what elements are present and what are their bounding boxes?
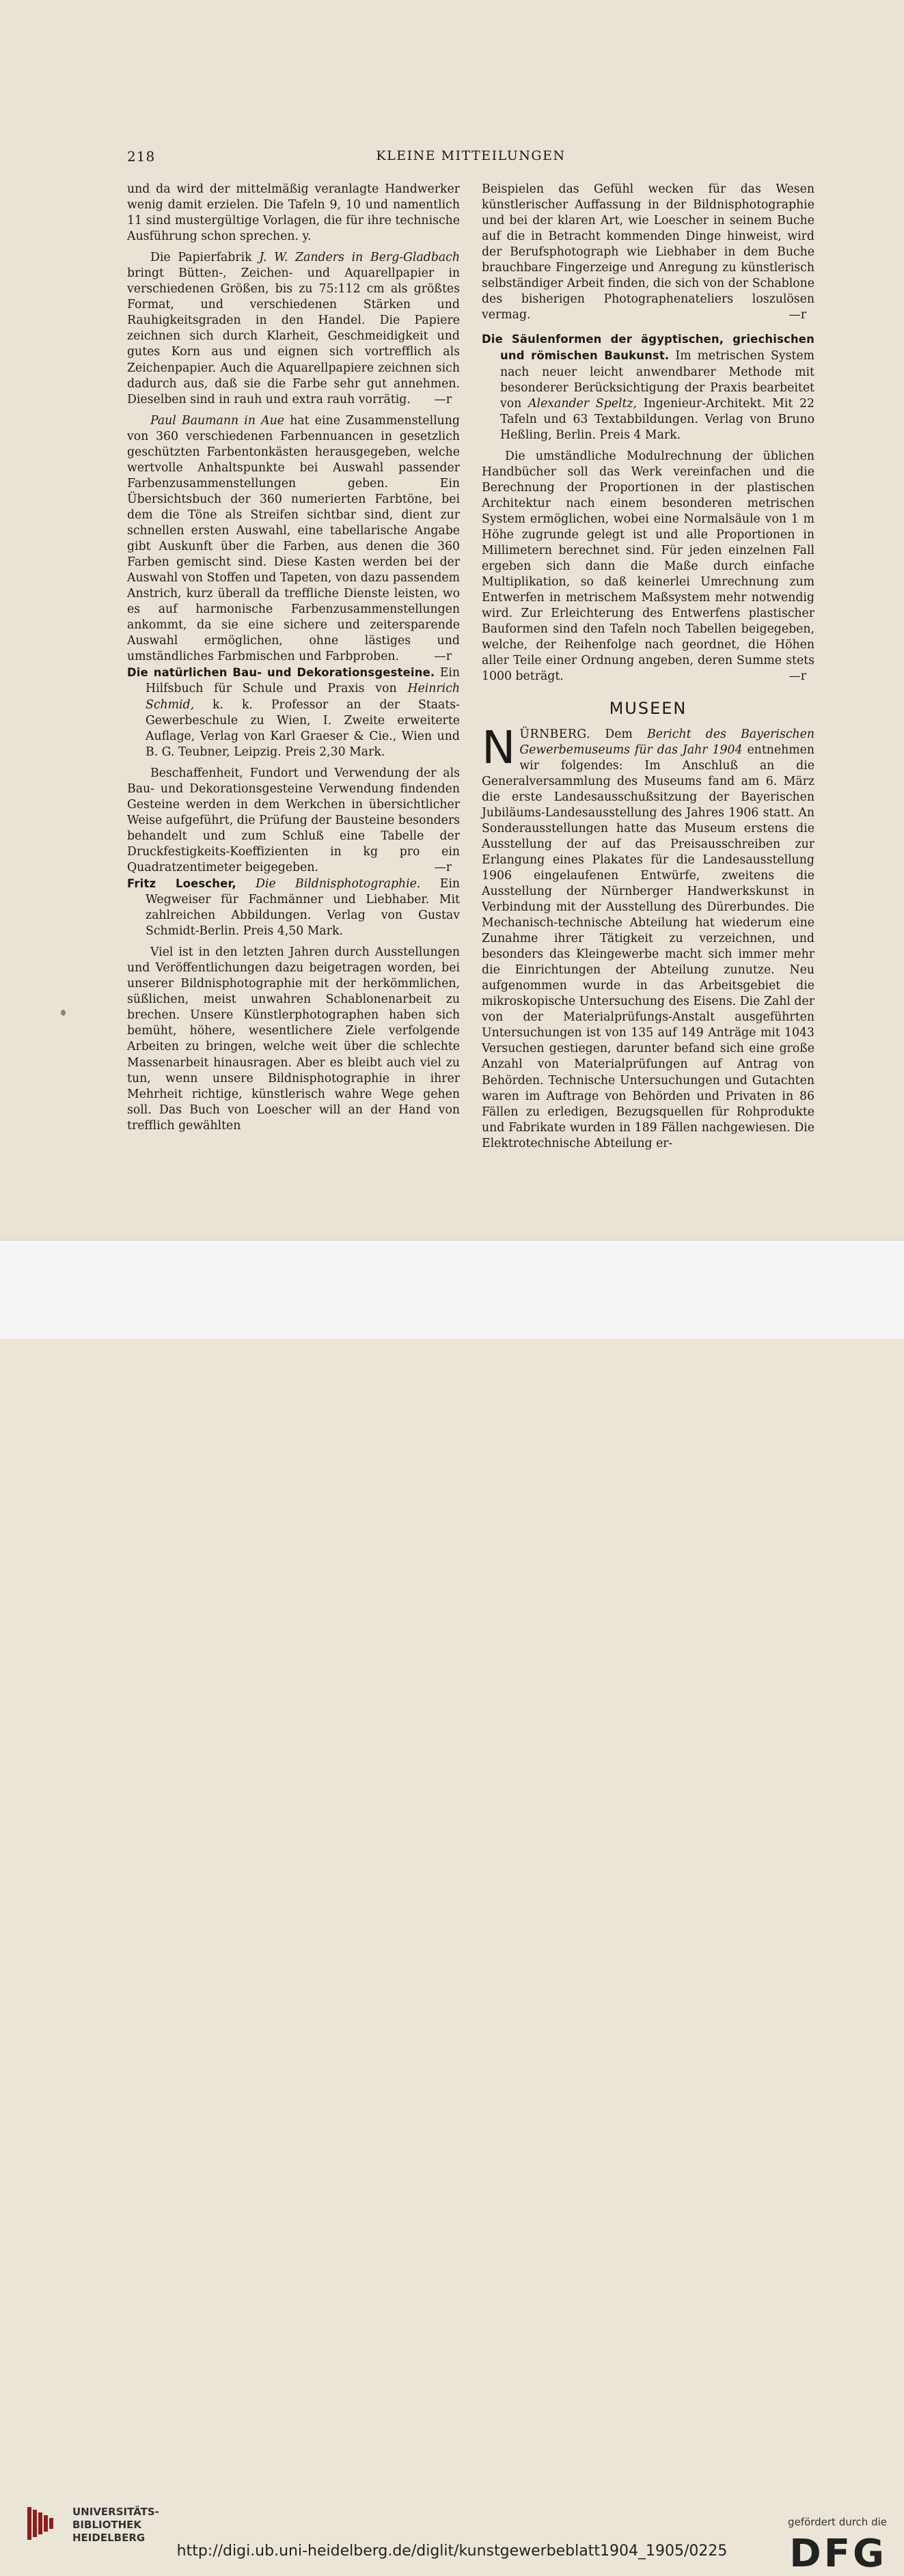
entry-title: Die natürlichen Bau- und Dekorationsgesteine. (127, 666, 435, 680)
signature: —r (789, 308, 806, 322)
dfg-logo: DFG (789, 2532, 887, 2576)
paragraph-saeulen-review: Die umständliche Modulrechnung der üblichen Handbücher soll das Werk vereinfachen und die Berechnung der Proportionen in der plastischen Architektur nach einem besonderen metrischen System ermöglichen, wobei eine Normalsäule von 1 m Höhe zugrunde gelegt ist und alle Proportionen in Millimetern berechnet sind. Für jeden einzelnen Fall ergeben sich dann die Maße durch einfache Multiplikation, so daß keinerlei Umrechnung zum Entwerfen in metrischem Maßsystem mehr notwendig wird. Zur Erleichterung des Entwerfens plastischer Bauformen sind den Tafeln noch Tabellen beigegeben, welche, der Reihenfolge nach geordnet, die Höhen aller Teile einer Ordnung angeben, deren Summe stets 1000 beträgt. —r (482, 449, 814, 685)
funding-credit: gefördert durch die (788, 2516, 887, 2528)
running-head (127, 148, 814, 170)
left-column (127, 182, 460, 1134)
company-name: J. W. Zanders in Berg-Gladbach (259, 251, 460, 265)
margin-speck (61, 1010, 66, 1016)
paragraph-baumann: Paul Baumann in Aue hat eine Zusammenstellung von 360 verschiedenen Farbennuancen in gesetzlich geschützten Farbentonkästen herausgegeben, welche wertvolle Anhaltspunkte bei Auswahl passender Farbenzusammenstellungen geben. Ein Übersichtsbuch der 360 numerierten Farbtöne, bei dem die Töne als Streifen sichtbar sind, dient zur schnellen ersten Auswahl, eine tabellarische Angabe gibt Auskunft über die Farben, aus denen die 360 Farben gemischt sind. Diese Kasten werden bei der Auswahl von Stoffen und Tapeten, von dazu passendem Anstrich, kurz überall da treffliche Dienste leisten, wo es auf harmonische Farbenzusammenstellungen ankommt, da sie eine sichere und zeitersparende Auswahl ermöglichen, ohne lästiges und umständliches Farbmischen und Farbproben. —r (127, 413, 460, 665)
book-entry-saeulenformen: Die Säulenformen der ägyptischen, griechischen und römischen Baukunst. Im metrischen System nach neuer leicht anwendbarer Methode mit besonderer Berücksichtigung der Praxis bearbeitet von Alexander Speltz, Ingenieur-Architekt. Mit 22 Tafeln und 63 Textabbildungen. Verlag von Bruno Heßling, Berlin. Preis 4 Mark. (482, 333, 815, 442)
drop-cap: N (482, 721, 516, 774)
signature: —r (434, 860, 452, 874)
entry-author: Fritz Loescher, (127, 877, 236, 891)
company-name: Paul Baumann in Aue (150, 413, 285, 428)
source-url[interactable]: http://digi.ub.uni-heidelberg.de/diglit/kunstgewerbeblatt1904_1905/0225 (176, 2543, 728, 2560)
scanned-page (0, 0, 904, 1240)
book-entry-loescher: Fritz Loescher, Die Bildnisphotographie. Ein Wegweiser für Fachmänner und Liebhaber. Mit zahlreichen Abbildungen. Verlag von Gustav Schmidt-Berlin. Preis 4,50 Mark. (127, 877, 460, 939)
signature: y. (302, 230, 312, 244)
entry-title: Die Säulenformen der ägyptischen, griechischen und römischen Baukunst. (482, 333, 814, 363)
paragraph-continued: Beispielen das Gefühl wecken für das Wesen künstlerischer Auffassung in der Bildnisphotographie und bei der klaren Art, wie Loescher in seinem Buche auf die in Betracht kommenden Dinge hinweist, wird der Berufsphotograph wie Liebhaber in dem Buche brauchbare Fingerzeige und Anregung zu künstlerisch selbständiger Arbeit finden, die sich von der Schablone des bisherigen Photographenateliers loszulösen vermag. —r (482, 182, 814, 323)
digitization-footer (0, 1240, 904, 2576)
paragraph-gesteine-review: Beschaffenheit, Fundort und Verwendung der als Bau- und Dekorationsgesteine Verwendung findenden Gesteine werden in dem Werkchen in übersichtlicher Weise aufgeführt, die Prüfung der Bausteine besonders behandelt und zum Schluß eine Tabelle der Druckfestigkeits-Koeffizienten in kg pro ein Quadratzentimeter beigegeben. —r (127, 766, 460, 876)
author-name: Heinrich Schmid, (146, 682, 460, 712)
signature: —r (434, 392, 452, 406)
paragraph-nuernberg: NÜRNBERG. Dem Bericht des Bayerischen Gewerbemuseums für das Jahr 1904 entnehmen wir folgendes: Im Anschluß an die Generalversammlung des Museums fand am 6. März die erste Landesausschußsitzung der Bayerischen Jubiläums-Landesausstellung des Jahres 1906 statt. An Sonderausstellungen hatte das Museum erstens die Ausstellung der auf das Preisausschreiben zur Erlangung eines Plakates für die Landesausstellung 1906 eingelaufenen Entwürfe, zweitens die Ausstellung der Nürnberger Handwerkskunst in Verbindung mit der Ausstellung des Dürerbundes. Die Mechanisch-technische Abteilung hat wiederum eine Zunahme ihrer Tätigkeit zu verzeichnen, und besonders das Kleingewerbe macht sich immer mehr die Einrichtungen der Abteilung zunutze. Neu aufgenommen wurde in das Arbeitsgebiet die mikroskopische Untersuchung des Eisens. Die Zahl der von der Materialprüfungs-Anstalt ausgeführten Untersuchungen ist von 135 auf 149 Anträge mit 1043 Versuchen gestiegen, darunter befand sich eine große Anzahl von Materialprüfungen auf Antrag von Behörden. Technische Untersuchungen und Gutachten waren im Auftrage von Behörden und Privaten in 86 Fällen zu erledigen, Bezugsquellen für Rohprodukte und Fabrikate wurden in 189 Fällen nachgewiesen. Die Elektrotechnische Abteilung er- (482, 721, 814, 1150)
university-library-logo-icon (25, 2503, 66, 2544)
library-name: UNIVERSITÄTS- BIBLIOTHEK HEIDELBERG (72, 2506, 159, 2544)
book-entry-gesteine: Die natürlichen Bau- und Dekorationsgesteine. Ein Hilfsbuch für Schule und Praxis von Heinrich Schmid, k. k. Professor an der Staats-Gewerbeschule zu Wien, I. Zweite erweiterte Auflage, Verlag von Karl Graeser & Cie., Wien und B. G. Teubner, Leipzig. Preis 2,30 Mark. (127, 666, 460, 759)
book-title: Die Bildnisphotographie. (236, 877, 421, 891)
signature: —r (434, 650, 452, 664)
paragraph: und da wird der mittelmäßig veranlagte Handwerker wenig damit erzielen. Die Tafeln 9, 10 und namentlich 11 sind mustergültige Vorlagen, die für ihre technische Ausführung schon sprechen. y. (127, 182, 460, 244)
page-number: 218 (127, 148, 156, 165)
section-heading: MUSEEN (609, 699, 687, 719)
signature: —r (789, 669, 806, 684)
paragraph-zanders: Die Papierfabrik J. W. Zanders in Berg-Gladbach bringt Bütten-, Zeichen- und Aquarellpapier in verschiedenen Größen, bis zu 75:112 cm als größtes Format, und verschiedenen Stärken und Rauhigkeitsgraden in den Handel. Die Papiere zeichnen sich durch Klarheit, Geschmeidigkeit und gutes Korn aus und eignen sich vortrefflich als Zeichenpapier. Auch die Aquarellpapiere zeichnen sich dadurch aus, daß sie die Farbe sehr gut annehmen. Dieselben sind in rauh und extra rauh vorrätig. —r (127, 250, 460, 407)
report-title: Bericht des Bayerischen Gewerbemuseums für das Jahr 1904 (519, 727, 814, 757)
paragraph-loescher-review: Viel ist in den letzten Jahren durch Ausstellungen und Veröffentlichungen dazu beigetragen worden, bei unserer Bildnisphotographie mit der herkömmlichen, süßlichen, meist unwahren Schablonenarbeit zu brechen. Unsere Künstlerphotographen haben sich bemüht, höhere, wesentlichere Ziele verfolgende Arbeiten zu bringen, welche weit über die schlechte Massenarbeit hinausragen. Aber es bleibt auch viel zu tun, wenn unsere Bildnisphotographie in ihrer Mehrheit richtige, künstlerisch wahre Wege gehen soll. Das Buch von Loescher will an der Hand von trefflich gewählten (127, 945, 460, 1133)
author-name: Alexander Speltz, (528, 396, 638, 411)
right-column (482, 182, 814, 1152)
running-title: KLEINE MITTEILUNGEN (376, 148, 566, 163)
